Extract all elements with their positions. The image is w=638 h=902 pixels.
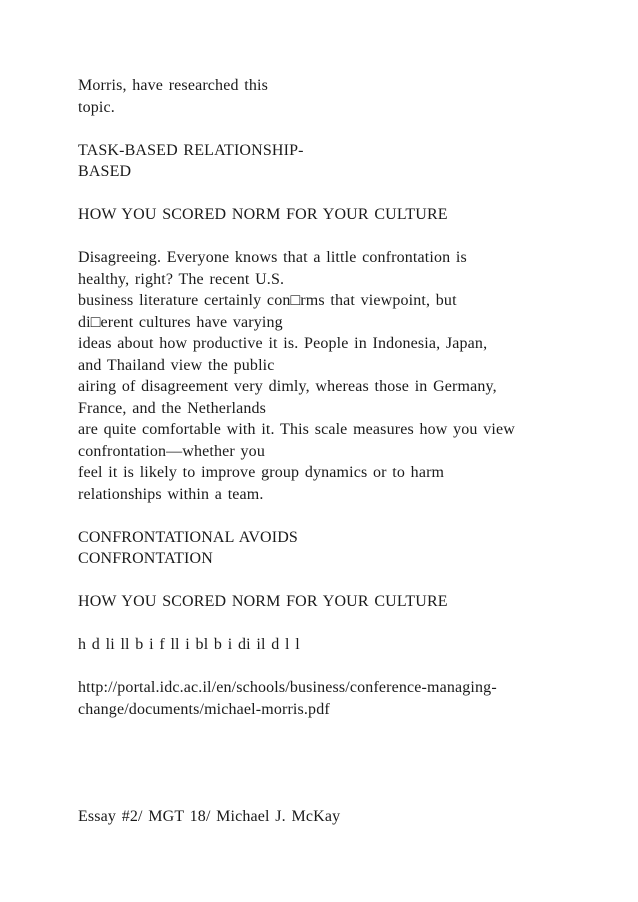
text-line: relationships within a team. (78, 485, 264, 503)
text-line: HOW YOU SCORED NORM FOR YOUR CULTURE (78, 206, 448, 223)
text-line: change/documents/michael-morris.pdf (78, 700, 330, 718)
footer-text: Essay #2/ MGT 18/ Michael J. McKay (78, 807, 341, 825)
text-line: Morris, have researched this (78, 77, 268, 94)
garbled-text-line (78, 634, 578, 656)
score-heading-1 (78, 204, 578, 226)
score-heading-2 (78, 591, 578, 613)
text-line: BASED (78, 163, 132, 180)
text-line: Disagreeing. Everyone knows that a little confrontation is (78, 249, 467, 266)
text-line: ideas about how productive it is. People in Indonesia, Japan, (78, 335, 488, 352)
paragraph-disagreeing (78, 247, 578, 505)
text-line: HOW YOU SCORED NORM FOR YOUR CULTURE (78, 593, 448, 610)
essay-footer (78, 806, 578, 828)
text-line: confrontation—whether you (78, 442, 265, 460)
text-line: topic. (78, 98, 115, 116)
text-line: h d li ll b i f ll i bl b i di il d l l (78, 636, 300, 653)
text-line: di□erent cultures have varying (78, 313, 283, 331)
text-line: and Thailand view the public (78, 356, 275, 374)
document-page (78, 75, 578, 849)
scale-labels-task-relationship (78, 140, 578, 183)
spacer (78, 742, 578, 806)
text-line: airing of disagreement very dimly, whereas those in Germany, (78, 378, 497, 395)
text-line: feel it is likely to improve group dynamics or to harm (78, 464, 445, 481)
paragraph-intro-fragment (78, 75, 578, 118)
text-line: France, and the Netherlands (78, 399, 267, 417)
text-line: business literature certainly con□rms that viewpoint, but (78, 292, 457, 309)
text-line: http://portal.idc.ac.il/en/schools/business/conference-managing- (78, 679, 497, 696)
text-line: CONFRONTATION (78, 550, 213, 567)
source-url (78, 677, 578, 720)
text-line: are quite comfortable with it. This scale measures how you view (78, 421, 515, 438)
text-line: healthy, right? The recent U.S. (78, 270, 285, 288)
scale-labels-confrontation (78, 527, 578, 570)
text-line: TASK-BASED RELATIONSHIP- (78, 141, 304, 159)
text-line: CONFRONTATIONAL AVOIDS (78, 528, 298, 546)
